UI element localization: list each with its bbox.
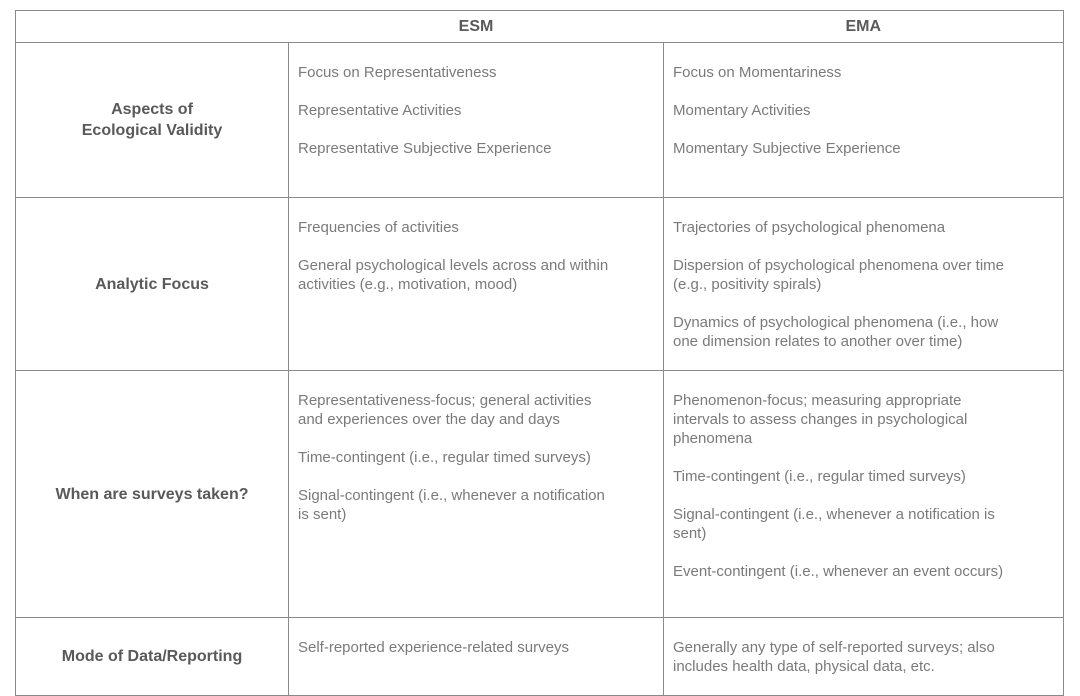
table-row — [16, 43, 1064, 198]
ema-cell — [664, 618, 1064, 696]
esm-cell — [289, 618, 664, 696]
text-line: Signal-contingent (i.e., whenever a notification is — [673, 506, 995, 523]
text-line: Focus on Representativeness — [298, 64, 497, 81]
esm-paragraph — [298, 391, 655, 429]
text-line: one dimension relates to another over time) — [673, 333, 963, 350]
esm-cell — [289, 198, 664, 371]
esm-cell — [289, 43, 664, 198]
esm-paragraph — [298, 63, 655, 82]
ema-cell — [664, 43, 1064, 198]
ema-paragraph — [673, 313, 1055, 351]
row-label — [16, 43, 289, 198]
text-line: sent) — [673, 525, 707, 542]
text-line: Time-contingent (i.e., regular timed surveys) — [673, 468, 966, 485]
text-line: Momentary Activities — [673, 102, 811, 119]
esm-paragraph — [298, 101, 655, 120]
text-line: intervals to assess changes in psychological — [673, 411, 968, 428]
ema-paragraph — [673, 218, 1055, 237]
row-label-line: Aspects of — [111, 101, 193, 118]
ema-cell — [664, 371, 1064, 618]
row-label — [16, 371, 289, 618]
text-line: Time-contingent (i.e., regular timed surveys) — [298, 449, 591, 466]
esm-paragraph — [298, 448, 655, 467]
text-line: Dynamics of psychological phenomena (i.e., how — [673, 314, 999, 331]
text-line: Event-contingent (i.e., whenever an event occurs) — [673, 563, 1004, 580]
ema-paragraph — [673, 63, 1055, 82]
row-label-line: Mode of Data/Reporting — [61, 648, 243, 665]
header-esm: ESM — [289, 11, 664, 43]
text-line: Focus on Momentariness — [673, 64, 842, 81]
esm-paragraph — [298, 256, 655, 294]
ema-paragraph — [673, 256, 1055, 294]
ema-paragraph — [673, 139, 1055, 158]
esm-cell — [289, 371, 664, 618]
header-blank — [16, 11, 289, 43]
ema-paragraph — [673, 505, 1055, 543]
esm-paragraph — [298, 218, 655, 237]
text-line: Dispersion of psychological phenomena over time — [673, 257, 1005, 274]
text-line: Representative Activities — [298, 102, 462, 119]
header-ema: EMA — [664, 11, 1064, 43]
text-line: activities (e.g., motivation, mood) — [298, 276, 518, 293]
table-row — [16, 371, 1064, 618]
table-row — [16, 198, 1064, 371]
text-line: Signal-contingent (i.e., whenever a notification — [298, 487, 605, 504]
text-line: Self-reported experience-related surveys — [298, 639, 569, 656]
ema-paragraph — [673, 638, 1055, 676]
ema-cell — [664, 198, 1064, 371]
row-label-line: Analytic Focus — [95, 275, 209, 293]
row-label — [16, 198, 289, 371]
row-label-line: Ecological Validity — [81, 122, 223, 139]
row-label-line: When are surveys taken? — [55, 485, 249, 503]
text-line: Momentary Subjective Experience — [673, 140, 901, 157]
esm-paragraph — [298, 486, 655, 524]
table-row — [16, 618, 1064, 696]
text-line: Generally any type of self-reported surveys; also — [673, 639, 995, 656]
text-line: phenomena — [673, 430, 753, 447]
ema-paragraph — [673, 467, 1055, 486]
ema-paragraph — [673, 101, 1055, 120]
row-label — [16, 618, 289, 696]
text-line: includes health data, physical data, etc. — [673, 658, 935, 675]
header-row — [16, 11, 1064, 43]
text-line: General psychological levels across and within — [298, 257, 609, 274]
text-line: Phenomenon-focus; measuring appropriate — [673, 392, 962, 409]
text-line: and experiences over the day and days — [298, 411, 560, 428]
text-line: Trajectories of psychological phenomena — [673, 219, 946, 236]
esm-paragraph — [298, 638, 655, 657]
esm-paragraph — [298, 139, 655, 158]
text-line: is sent) — [298, 506, 347, 523]
ema-paragraph — [673, 391, 1055, 448]
comparison-table — [15, 10, 1064, 696]
text-line: Representativeness-focus; general activities — [298, 392, 592, 409]
text-line: Frequencies of activities — [298, 219, 459, 236]
text-line: Representative Subjective Experience — [298, 140, 552, 157]
ema-paragraph — [673, 562, 1055, 581]
text-line: (e.g., positivity spirals) — [673, 276, 822, 293]
